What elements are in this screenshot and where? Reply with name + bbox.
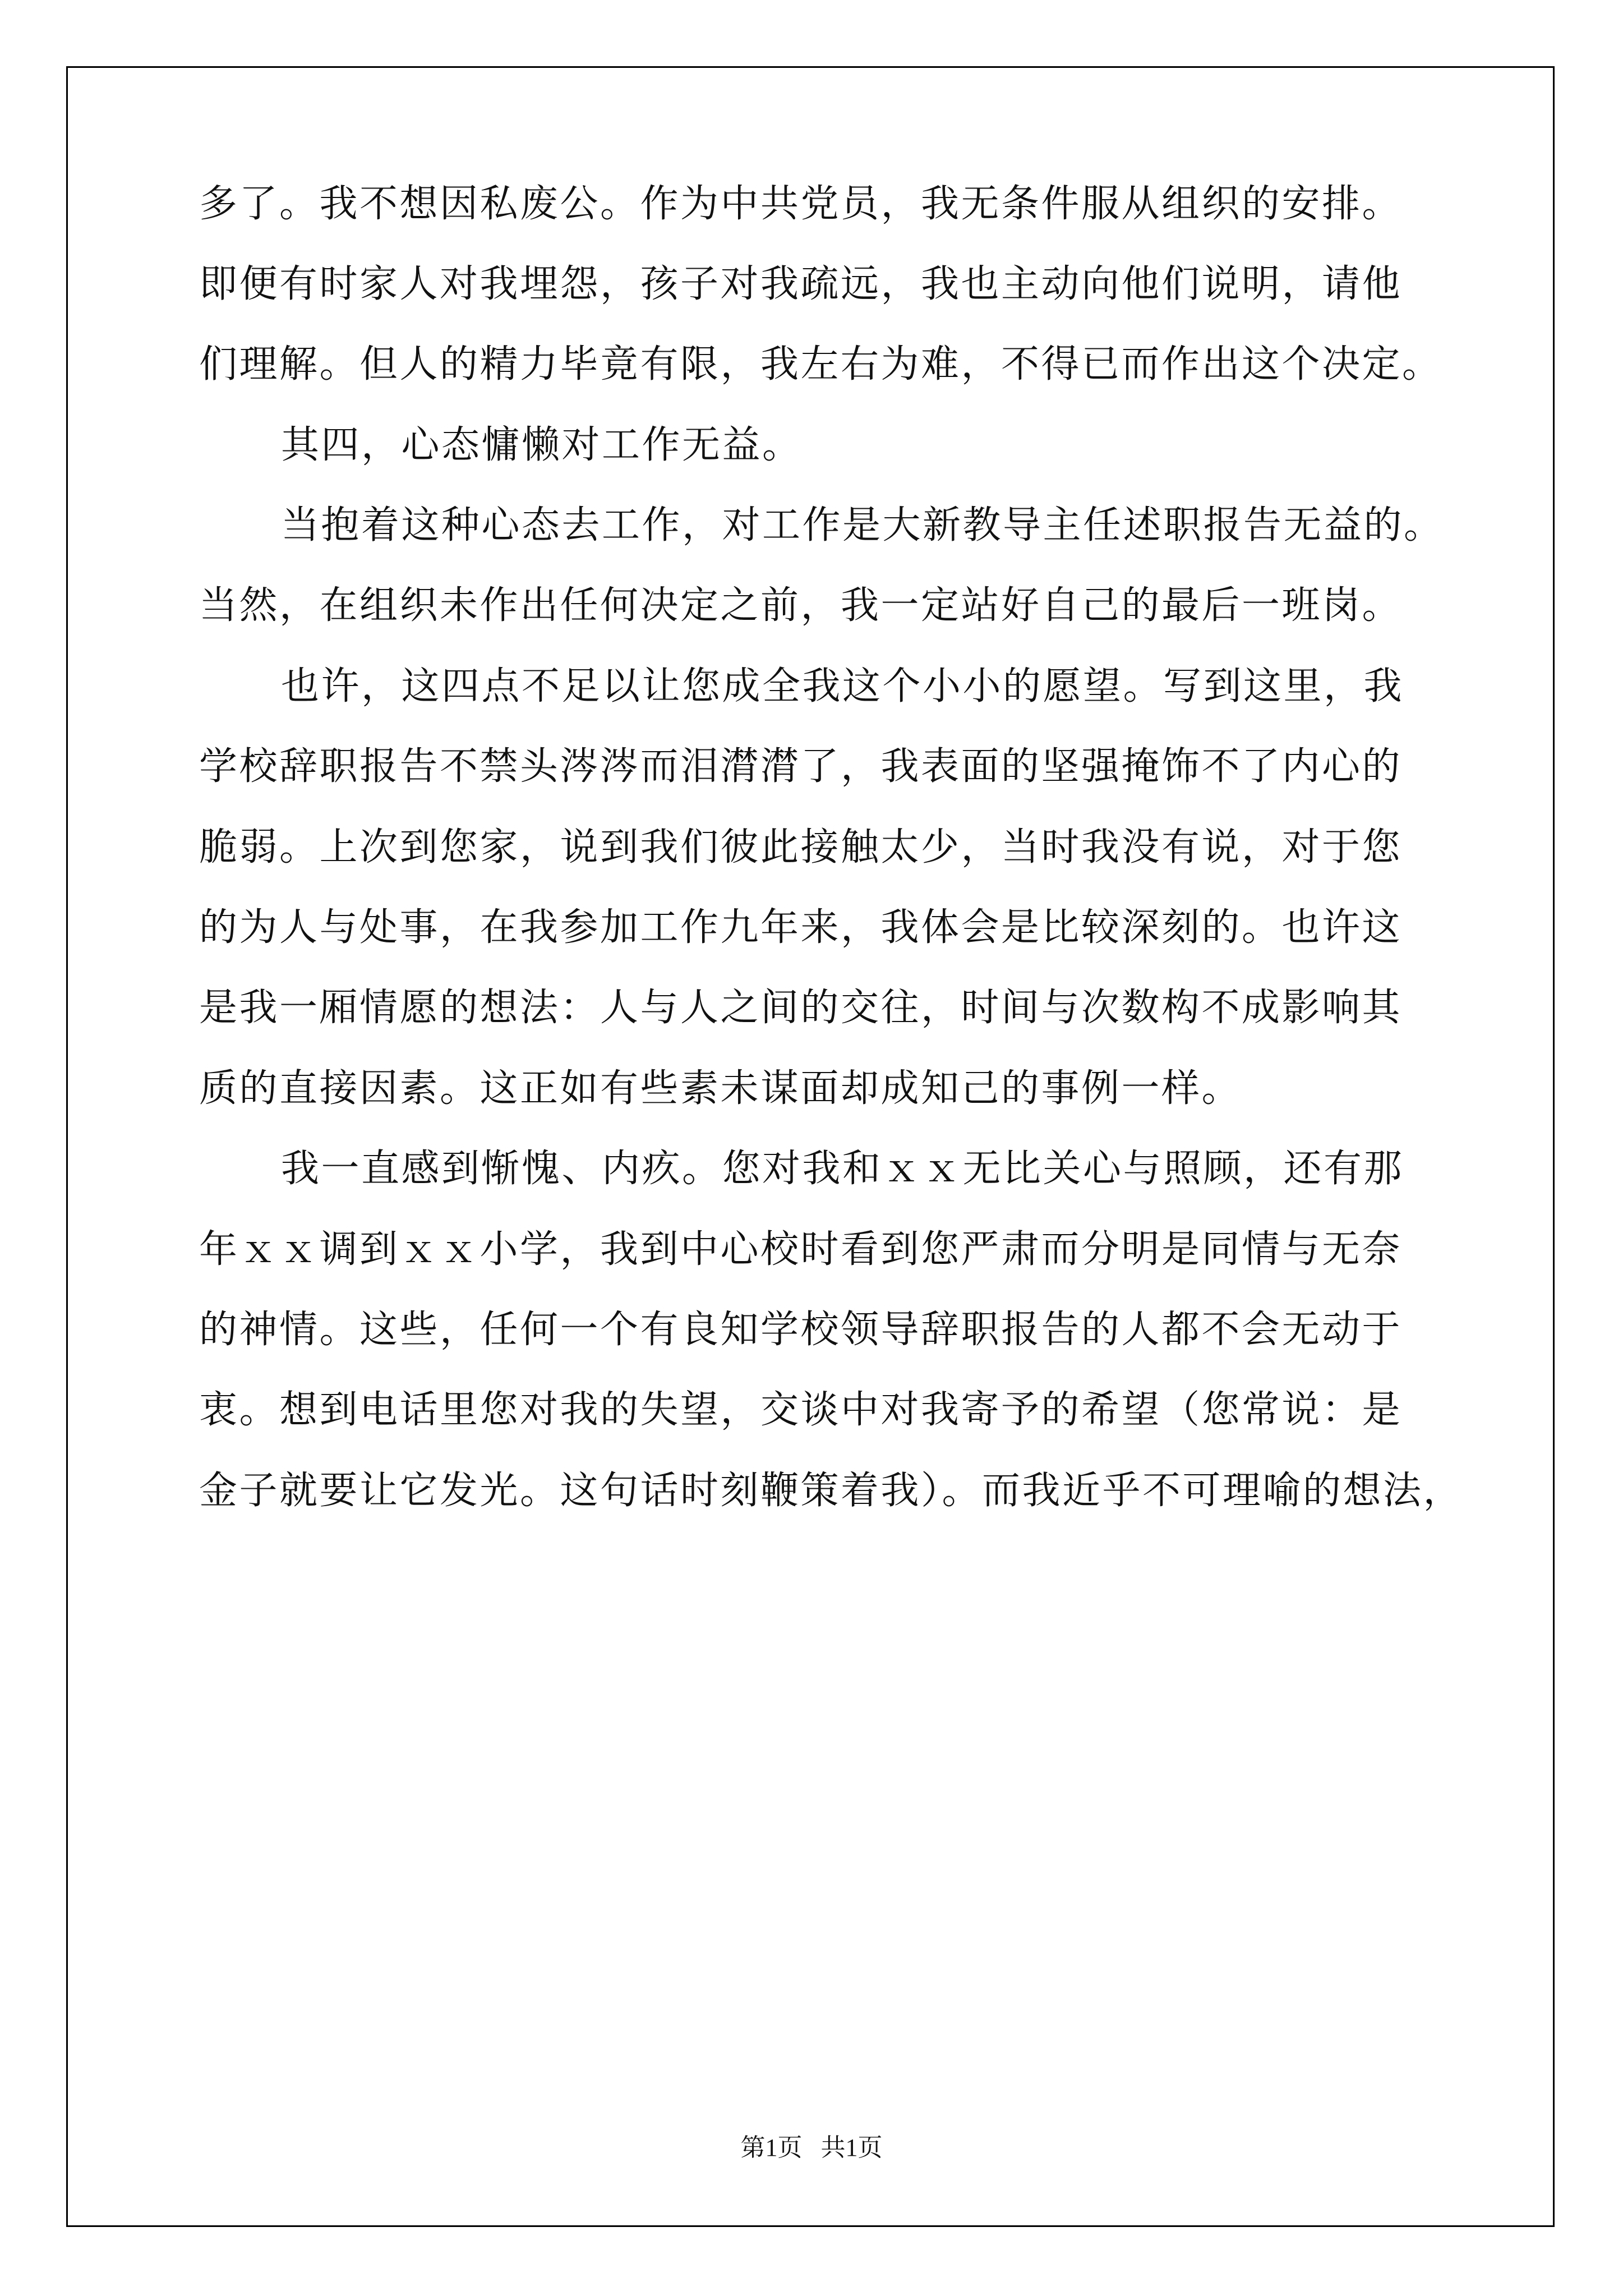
text-line: 也许，这四点不足以让您成全我这个小小的愿望。写到这里，我 — [281, 664, 1404, 708]
text-line: 质的直接因素。这正如有些素未谋面却成知己的事例一样。 — [199, 1066, 1242, 1111]
text-line: 的为人与处事，在我参加工作九年来，我体会是比较深刻的。也许这 — [199, 905, 1403, 950]
text-line: 即便有时家人对我埋怨，孩子对我疏远，我也主动向他们说明，请他 — [199, 262, 1403, 306]
text-line: 我一直感到惭愧、内疚。您对我和ｘｘ无比关心与照顾，还有那 — [281, 1147, 1404, 1191]
text-line: 年ｘｘ调到ｘｘ小学，我到中心校时看到您严肃而分明是同情与无奈 — [199, 1227, 1403, 1272]
text-line: 当抱着这种心态去工作，对工作是大新教导主任述职报告无益的。 — [281, 503, 1444, 547]
text-line: 学校辞职报告不禁头涔涔而泪潸潸了，我表面的坚强掩饰不了内心的 — [199, 744, 1403, 789]
text-line: 金子就要让它发光。这句话时刻鞭策着我）。而我近乎不可理喻的想法， — [199, 1469, 1464, 1513]
text-line: 脆弱。上次到您家，说到我们彼此接触太少，当时我没有说，对于您 — [199, 825, 1403, 869]
text-line: 们理解。但人的精力毕竟有限，我左右为难，不得已而作出这个决定。 — [199, 342, 1442, 386]
text-line: 当然，在组织未作出任何决定之前，我一定站好自己的最后一班岗。 — [199, 583, 1403, 628]
text-line: 衷。想到电话里您对我的失望，交谈中对我寄予的希望（您常说：是 — [199, 1388, 1403, 1432]
page-number-footer: 第1页 共1页 — [740, 2134, 883, 2161]
text-line: 其四，心态慵懒对工作无益。 — [281, 423, 803, 467]
text-line: 的神情。这些，任何一个有良知学校领导辞职报告的人都不会无动于 — [199, 1308, 1403, 1352]
text-line: 多了。我不想因私废公。作为中共党员，我无条件服从组织的安排。 — [199, 182, 1403, 226]
text-line: 是我一厢情愿的想法：人与人之间的交往，时间与次数构不成影响其 — [199, 986, 1403, 1030]
